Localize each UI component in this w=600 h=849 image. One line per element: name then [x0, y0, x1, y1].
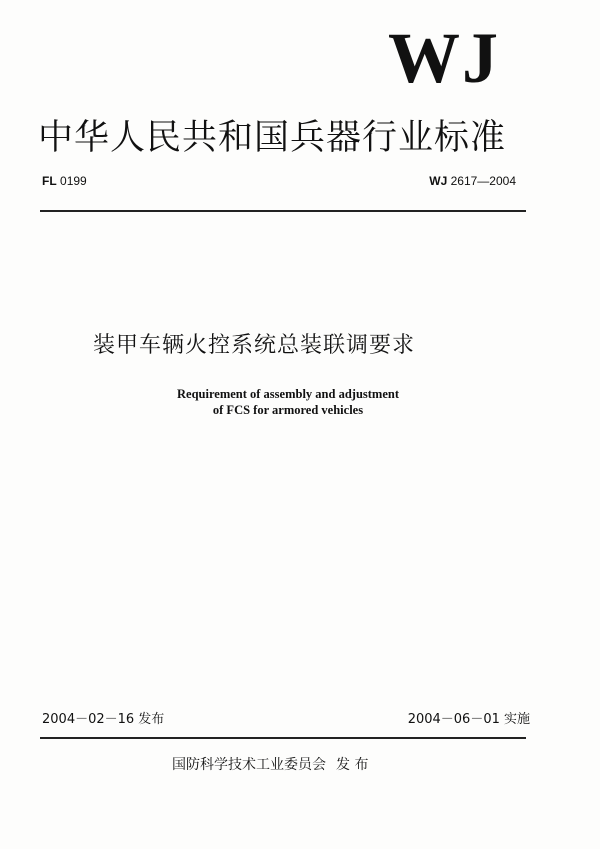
- standard-category-title: 中华人民共和国兵器行业标准: [38, 118, 507, 158]
- document-title-chinese: 装甲车辆火控系统总装联调要求: [93, 333, 416, 358]
- standard-number-value: 2617—2004: [450, 174, 516, 188]
- title-english-line-1: Requirement of assembly and adjustment: [177, 387, 399, 401]
- title-english-line-2: of FCS for armored vehicles: [212, 403, 364, 417]
- issuer-action: 发 布: [336, 757, 369, 773]
- footer-divider: [40, 737, 526, 739]
- standard-number: [429, 174, 516, 188]
- effective-date: 2004－06－01 实施: [407, 712, 530, 727]
- header-divider: [40, 210, 526, 212]
- publish-date: 2004－02－16 发布: [42, 712, 165, 727]
- standard-prefix: WJ: [429, 174, 448, 188]
- issuer-name: 国防科学技术工业委员会: [172, 757, 326, 773]
- classification-prefix: FL: [42, 174, 57, 188]
- document-title-english: [148, 386, 428, 418]
- classification-code: [42, 174, 87, 188]
- classification-number: 0199: [60, 174, 87, 188]
- issuing-authority: [172, 756, 368, 774]
- wj-logo: WJ: [388, 18, 500, 98]
